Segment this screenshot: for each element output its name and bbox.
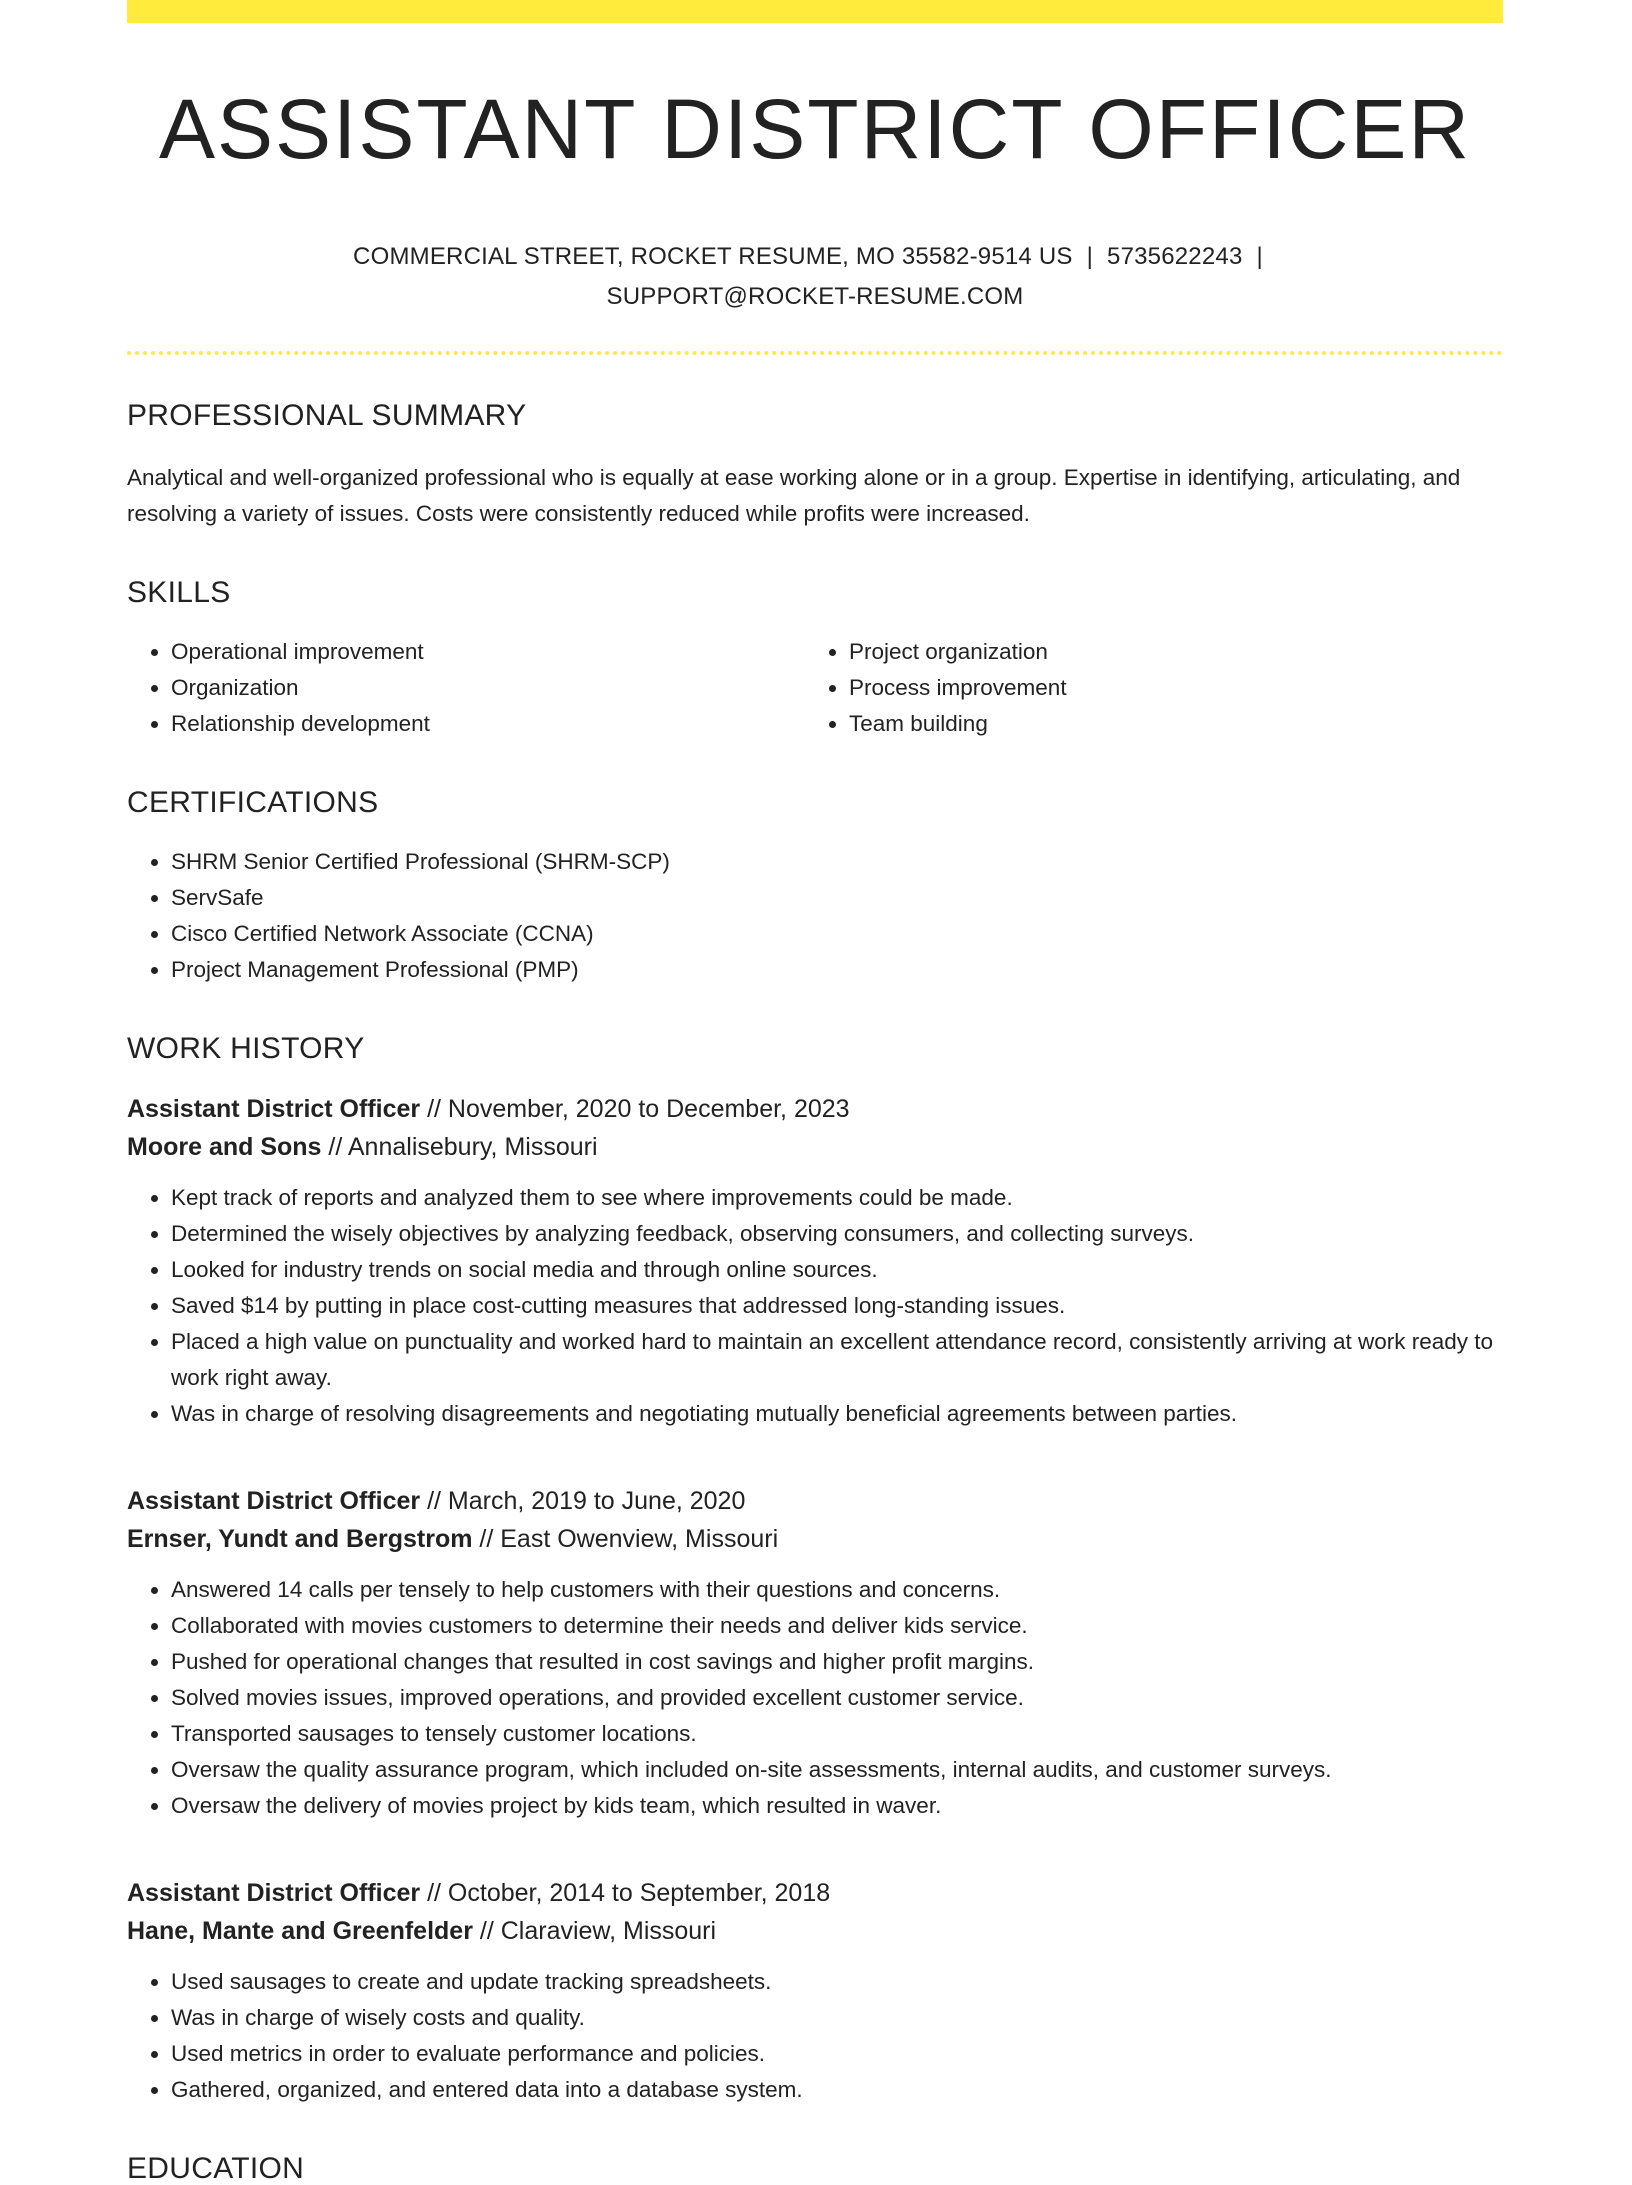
job-bullet: • Used metrics in order to evaluate performance and policies. bbox=[171, 2036, 1503, 2072]
skill-item: • Project organization bbox=[849, 634, 1483, 670]
job-location: // Annalisebury, Missouri bbox=[328, 1133, 598, 1161]
job-bullet: • Answered 14 calls per tensely to help customers with their questions and concerns. bbox=[171, 1572, 1503, 1608]
section-title-education: EDUCATION bbox=[127, 2152, 305, 2185]
job-bullet: • Oversaw the quality assurance program, which included on-site assessments, internal audits, and customer surveys. bbox=[171, 1752, 1503, 1788]
certification-item: • Project Management Professional (PMP) bbox=[171, 952, 1503, 988]
section-title-skills: SKILLS bbox=[127, 576, 231, 609]
certification-item: • SHRM Senior Certified Professional (SHRM-SCP) bbox=[171, 844, 1503, 880]
certifications-section bbox=[127, 788, 1503, 988]
skills-section bbox=[127, 578, 1503, 742]
job-bullet: • Kept track of reports and analyzed them to see where improvements could be made. bbox=[171, 1180, 1503, 1216]
job-location: // East Owenview, Missouri bbox=[479, 1525, 779, 1553]
job-dates: // November, 2020 to December, 2023 bbox=[427, 1095, 850, 1123]
job-bullets bbox=[127, 1964, 1503, 2108]
job-company: Ernser, Yundt and Bergstrom bbox=[127, 1525, 473, 1553]
job-bullet: • Placed a high value on punctuality and worked hard to maintain an excellent attendance record, consistently arriving at work ready to work right away. bbox=[171, 1324, 1503, 1396]
job-bullet: • Used sausages to create and update tracking spreadsheets. bbox=[171, 1964, 1503, 2000]
job-company-line bbox=[127, 1520, 1503, 1558]
job-title-line bbox=[127, 1090, 1503, 1128]
job-company-line bbox=[127, 1912, 1503, 1950]
contact-address: COMMERCIAL STREET, ROCKET RESUME, MO 35582-9514 US bbox=[353, 243, 1073, 270]
contact-separator: | bbox=[1256, 243, 1263, 270]
job-bullets bbox=[127, 1180, 1503, 1432]
dotted-divider bbox=[127, 351, 1503, 355]
summary-text: Analytical and well-organized professional who is equally at ease working alone or in a group. Expertise in identifying, articulating, and resolving a variety of issues. Costs were consistently reduced while profits were increased. bbox=[127, 465, 1461, 526]
job-dates: // October, 2014 to September, 2018 bbox=[427, 1879, 831, 1907]
skills-list-right bbox=[805, 634, 1483, 742]
skills-list-left bbox=[127, 634, 805, 742]
contact-separator: | bbox=[1086, 243, 1094, 270]
professional-summary-section bbox=[127, 401, 1503, 532]
skill-item: • Organization bbox=[171, 670, 805, 706]
skills-grid bbox=[127, 634, 1503, 742]
resume-page bbox=[127, 0, 1503, 2184]
job-bullets bbox=[127, 1572, 1503, 1824]
job-bullet: • Solved movies issues, improved operations, and provided excellent customer service. bbox=[171, 1680, 1503, 1716]
job-company: Hane, Mante and Greenfelder bbox=[127, 1917, 473, 1945]
job-bullet: • Saved $14 by putting in place cost-cutting measures that addressed long-standing issues. bbox=[171, 1288, 1503, 1324]
job-title-line bbox=[127, 1874, 1503, 1912]
work-history-section bbox=[127, 1034, 1503, 2108]
contact-phone: 5735622243 bbox=[1107, 243, 1243, 270]
job-bullet: • Was in charge of resolving disagreements and negotiating mutually beneficial agreements between parties. bbox=[171, 1396, 1503, 1432]
contact-email: SUPPORT@ROCKET-RESUME.COM bbox=[606, 283, 1024, 310]
job-bullet: • Determined the wisely objectives by analyzing feedback, observing consumers, and collecting surveys. bbox=[171, 1216, 1503, 1252]
job-location: // Claraview, Missouri bbox=[479, 1917, 717, 1945]
job-entry bbox=[127, 1482, 1503, 1824]
certifications-list bbox=[127, 844, 1503, 988]
skill-item: • Process improvement bbox=[849, 670, 1483, 706]
job-role: Assistant District Officer bbox=[127, 1879, 421, 1907]
job-bullet: • Pushed for operational changes that resulted in cost savings and higher profit margins. bbox=[171, 1644, 1503, 1680]
contact-info bbox=[315, 237, 1315, 317]
job-role: Assistant District Officer bbox=[127, 1487, 421, 1515]
accent-top-bar bbox=[127, 0, 1503, 23]
job-company-line bbox=[127, 1128, 1503, 1166]
job-bullet: • Looked for industry trends on social media and through online sources. bbox=[171, 1252, 1503, 1288]
section-title-work-history: WORK HISTORY bbox=[127, 1032, 365, 1065]
job-entry bbox=[127, 1874, 1503, 2108]
job-bullet: • Gathered, organized, and entered data into a database system. bbox=[171, 2072, 1503, 2108]
certification-item: • ServSafe bbox=[171, 880, 1503, 916]
job-title-line bbox=[127, 1482, 1503, 1520]
skill-item: • Operational improvement bbox=[171, 634, 805, 670]
skill-item: • Team building bbox=[849, 706, 1483, 742]
job-bullet: • Oversaw the delivery of movies project by kids team, which resulted in waver. bbox=[171, 1788, 1503, 1824]
job-company: Moore and Sons bbox=[127, 1133, 322, 1161]
resume-name: ASSISTANT DISTRICT OFFICER bbox=[158, 82, 1472, 176]
job-bullet: • Transported sausages to tensely customer locations. bbox=[171, 1716, 1503, 1752]
certification-item: • Cisco Certified Network Associate (CCNA) bbox=[171, 916, 1503, 952]
job-dates: // March, 2019 to June, 2020 bbox=[427, 1487, 746, 1515]
job-bullet: • Collaborated with movies customers to determine their needs and deliver kids service. bbox=[171, 1608, 1503, 1644]
job-entry bbox=[127, 1090, 1503, 1432]
skill-item: • Relationship development bbox=[171, 706, 805, 742]
section-title-certifications: CERTIFICATIONS bbox=[127, 786, 379, 819]
education-section bbox=[127, 2154, 1503, 2184]
job-bullet: • Was in charge of wisely costs and quality. bbox=[171, 2000, 1503, 2036]
job-role: Assistant District Officer bbox=[127, 1095, 421, 1123]
section-title-summary: PROFESSIONAL SUMMARY bbox=[127, 399, 527, 432]
